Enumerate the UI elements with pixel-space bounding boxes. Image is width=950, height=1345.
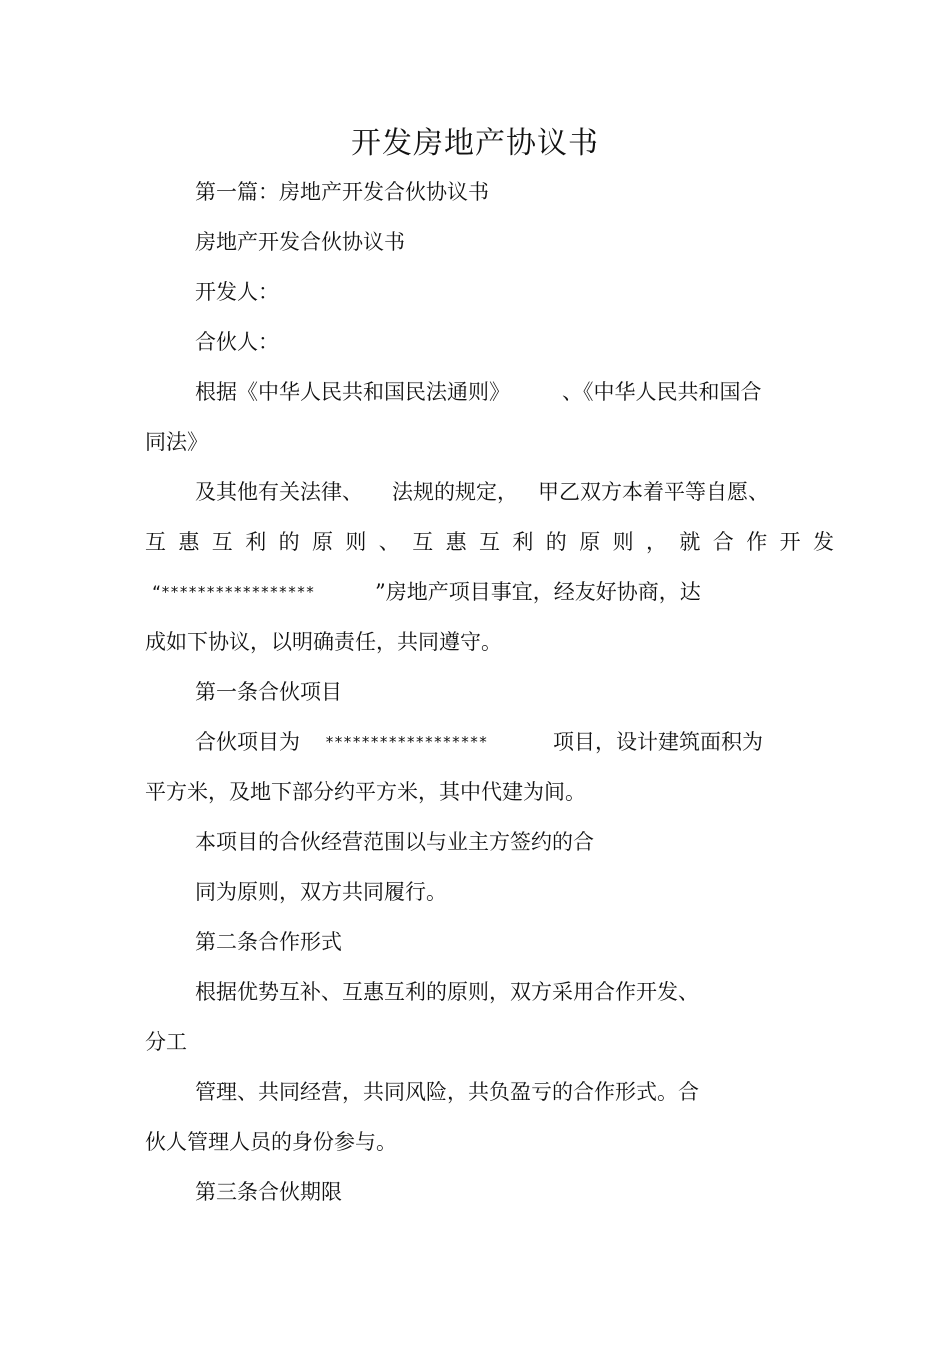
article-1-line-1c: 项目，设计建筑面积为 <box>553 730 763 754</box>
article-2-line-3: 管理、共同经营，共同风险，共负盈亏的合作形式。合 <box>195 1080 699 1104</box>
article-2-line-1: 根据优势互补、互惠互利的原则，双方采用合作开发、 <box>195 980 699 1004</box>
article-1-line-4: 同为原则，双方共同履行。 <box>195 880 447 904</box>
preamble-line-1b: 、《中华人民共和国合 <box>562 380 762 404</box>
developer-label: 开发人： <box>195 280 279 304</box>
preamble-line-1a: 根据《中华人民共和国民法通则》 <box>195 380 510 404</box>
article-3-heading: 第三条合伙期限 <box>195 1180 342 1204</box>
article-1-line-1a: 合伙项目为 <box>195 730 300 754</box>
partner-label: 合伙人： <box>195 330 279 354</box>
article-2-heading: 第二条合作形式 <box>195 930 342 954</box>
preamble-line-4: 互惠互利的原则、互惠互利的原则，就合作开发 <box>145 530 847 554</box>
article-2-line-2: 分工 <box>145 1030 187 1054</box>
preamble-line-3b: 法规的规定， <box>392 480 518 504</box>
preamble-line-3c: 甲乙双方本着平等自愿、 <box>538 480 769 504</box>
chapter-heading: 第一篇：房地产开发合伙协议书 <box>195 180 489 204</box>
article-1-line-3: 本项目的合伙经营范围以与业主方签约的合 <box>195 830 594 854</box>
article-1-line-2: 平方米，及地下部分约平方米，其中代建为间。 <box>145 780 586 804</box>
document-title: 开发房地产协议书 <box>351 126 599 161</box>
project-name-placeholder-1: “***************** <box>152 583 315 601</box>
preamble-line-3a: 及其他有关法律、 <box>195 480 363 504</box>
project-name-placeholder-2: ****************** <box>325 733 488 751</box>
agreement-subtitle: 房地产开发合伙协议书 <box>195 230 405 254</box>
article-2-line-4: 伙人管理人员的身份参与。 <box>145 1130 397 1154</box>
preamble-line-2: 同法》 <box>145 430 208 454</box>
article-1-heading: 第一条合伙项目 <box>195 680 342 704</box>
preamble-line-5: ”房地产项目事宜，经友好协商，达 <box>375 580 701 604</box>
preamble-line-6: 成如下协议，以明确责任，共同遵守。 <box>145 630 502 654</box>
